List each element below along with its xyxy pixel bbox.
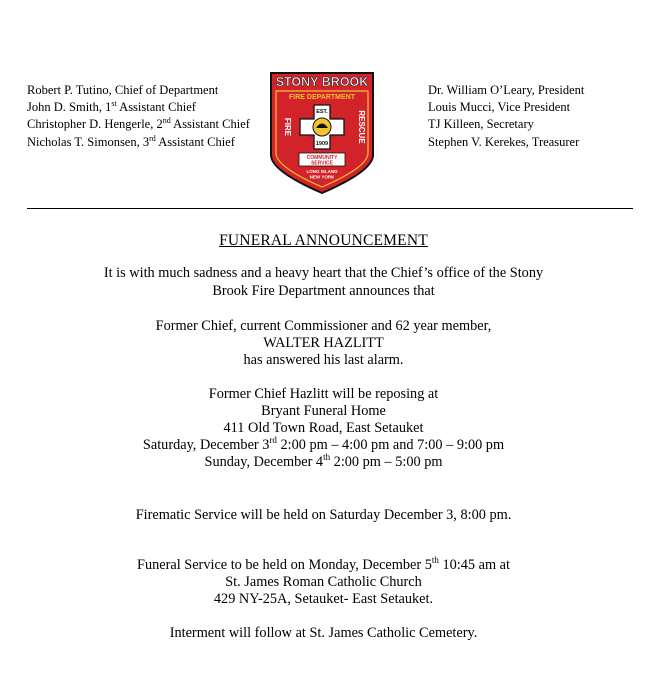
board-officers-list — [428, 82, 584, 151]
chief-officers-list — [27, 82, 250, 151]
logo-bottom-line1: LONG ISLAND — [306, 169, 338, 174]
deceased-name: WALTER HAZLITT — [263, 335, 384, 351]
firematic-service: Firematic Service will be held on Saturday December 3, 8:00 pm. — [135, 507, 512, 523]
interment-line: Interment will follow at St. James Catholic Cemetery. — [169, 625, 478, 641]
funeral-service-line: Funeral Service to be held on Monday, December 5th 10:45 am at — [137, 555, 510, 573]
announcement-title: FUNERAL ANNOUNCEMENT — [219, 232, 428, 249]
logo-year-text: 1909 — [315, 141, 329, 147]
logo-ribbon-line2: SERVICE — [311, 160, 333, 167]
officer-secretary: TJ Killeen, Secretary — [428, 117, 534, 132]
funeral-home-address: 411 Old Town Road, East Setauket — [223, 420, 424, 436]
last-alarm-line: has answered his last alarm. — [243, 352, 404, 368]
officer-second-assistant: Christopher D. Hengerle, 2nd Assistant Chief — [27, 116, 250, 132]
fire-department-badge-logo — [267, 67, 377, 197]
officer-chief: Robert P. Tutino, Chief of Department — [27, 83, 219, 97]
officer-first-assistant: John D. Smith, 1st Assistant Chief — [27, 99, 196, 115]
intro-line-2: Brook Fire Department announces that — [212, 283, 435, 299]
church-address: 429 NY-25A, Setauket- East Setauket. — [213, 591, 434, 607]
logo-top-text: STONY BROOK — [275, 75, 369, 89]
visitation-saturday: Saturday, December 3rd 2:00 pm – 4:00 pm and 7:00 – 9:00 pm — [142, 435, 505, 453]
logo-banner-text: FIRE DEPARTMENT — [289, 94, 355, 101]
logo-rescue-text: RESCUE — [357, 110, 366, 144]
header-divider — [27, 208, 633, 209]
member-description: Former Chief, current Commissioner and 62 year member, — [155, 318, 492, 334]
reposing-intro: Former Chief Hazlitt will be reposing at — [208, 386, 439, 402]
funeral-home-name: Bryant Funeral Home — [261, 403, 386, 419]
officer-treasurer: Stephen V. Kerekes, Treasurer — [428, 134, 580, 149]
officer-third-assistant: Nicholas T. Simonsen, 3rd Assistant Chief — [27, 133, 235, 149]
logo-est-text: EST. — [316, 109, 328, 115]
logo-ribbon-line1: COMMUNITY — [306, 155, 338, 161]
church-name: St. James Roman Catholic Church — [225, 574, 422, 590]
logo-fire-text: FIRE — [283, 117, 292, 137]
officer-president: Dr. William O’Leary, President — [428, 83, 585, 97]
officer-vice-president: Louis Mucci, Vice President — [428, 100, 571, 115]
intro-line-1: It is with much sadness and a heavy heart that the Chief’s office of the Stony — [103, 265, 544, 281]
visitation-sunday: Sunday, December 4th 2:00 pm – 5:00 pm — [204, 452, 443, 470]
logo-bottom-line2: NEW YORK — [309, 174, 335, 180]
